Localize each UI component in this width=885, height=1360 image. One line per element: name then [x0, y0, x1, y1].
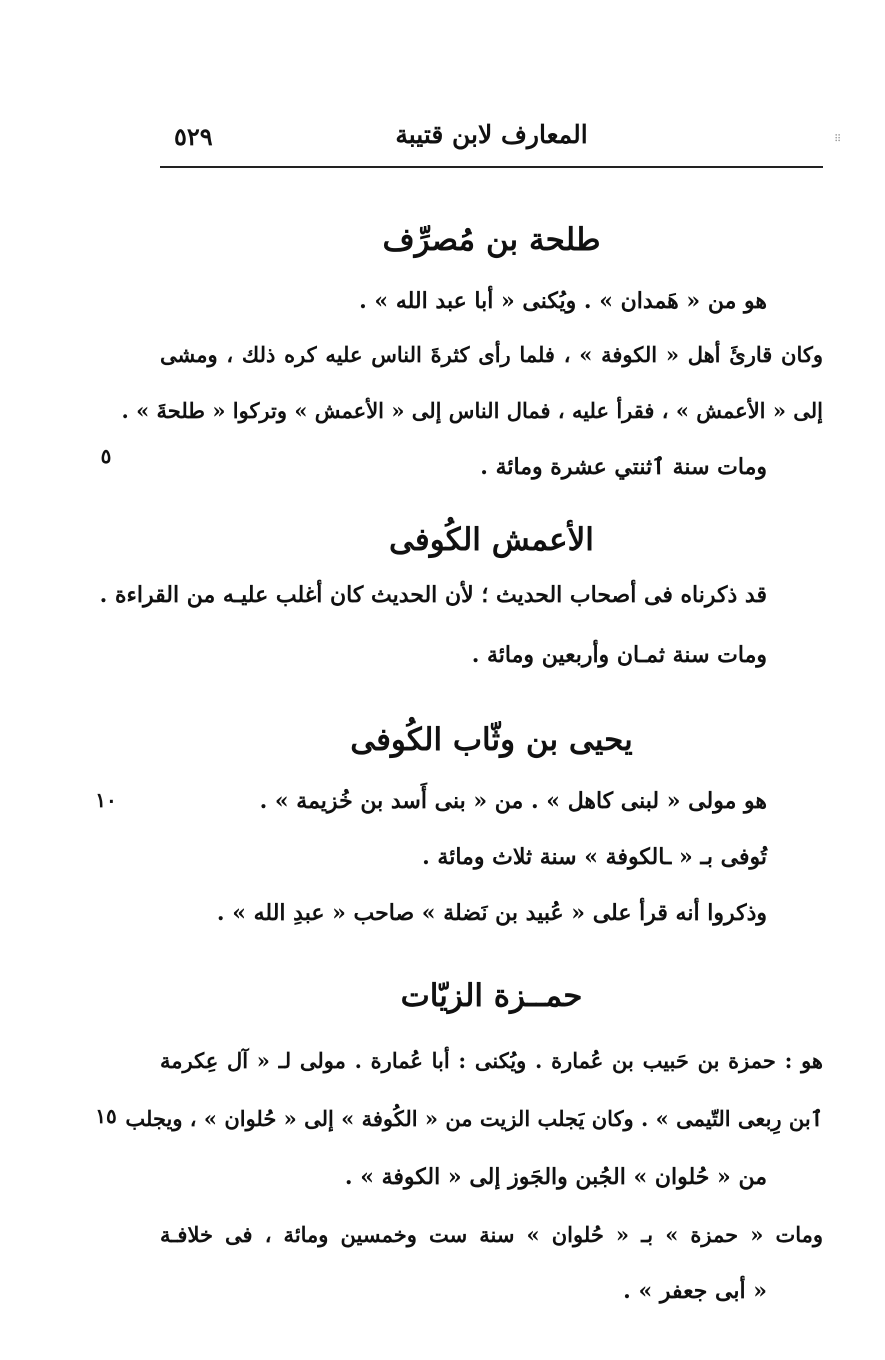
text-line: « أبى جعفر » . — [623, 1278, 767, 1304]
text-line: وذكروا أنه قرأ على « عُبيد بن نَضلة » صاحب « عبدِ الله » . — [216, 900, 767, 926]
text-line: هو مولى « لبنى كاهل » . من « بنى أَسد بن خُزيمة » . — [259, 788, 767, 814]
line-number-margin: ٥ — [100, 444, 112, 468]
text-line: تُوفى بـ « ـالكوفة » سنة ثلاث ومائة . — [422, 844, 767, 870]
text-line: هو : حمزة بن حَبيب بن عُمارة . ويُكنى : أبا عُمارة . مولى لـ « آل عِكرمة — [160, 1048, 823, 1073]
text-line: ومات سنة ٱثنتي عشرة ومائة . — [480, 454, 767, 480]
running-title: المعارف لابن قتيبة — [395, 120, 588, 149]
page-number: ٥٢٩ — [174, 122, 213, 151]
section-title-amash: الأعمش الكُوفى — [389, 522, 594, 558]
section-title-yahya: يحيى بن وثّاب الكُوفى — [350, 722, 633, 758]
line-number-margin: ١٠ — [95, 788, 117, 812]
text-line: قد ذكرناه فى أصحاب الحديث ؛ لأن الحديث كان أغلب عليـه من القراءة . — [99, 582, 767, 608]
scan-speck: ⠿ — [834, 134, 842, 145]
line-number-margin: ١٥ — [95, 1104, 117, 1128]
text-line: هو من « هَمدان » . ويُكنى « أبا عبد الله » . — [359, 288, 767, 314]
text-line: ومات « حمزة » بـ « حُلوان » سنة ست وخمسين ومائة ، فى خلافـة — [160, 1222, 823, 1247]
text-line: ومات سنة ثمـان وأربعين ومائة . — [471, 642, 767, 668]
text-line: من « حُلوان » الجُبن والجَوز إلى « الكوفة » . — [344, 1164, 767, 1190]
text-line: ٱبن رِبعى التّيمى » . وكان يَجلب الزيت من « الكُوفة » إلى « حُلوان » ، ويجلب — [125, 1106, 823, 1131]
text-line: إلى « الأعمش » ، فقرأ عليه ، فمال الناس إلى « الأعمش » وتركوا « طلحةَ » . — [121, 398, 823, 423]
section-title-hamza: حمــزة الزيّات — [400, 978, 583, 1014]
page-header — [160, 118, 823, 168]
text-line: وكان قارئَ أهل « الكوفة » ، فلما رأى كثرةَ الناس عليه كره ذلك ، ومشى — [160, 342, 823, 367]
section-title-talha: طلحة بن مُصرِّف — [382, 222, 601, 258]
